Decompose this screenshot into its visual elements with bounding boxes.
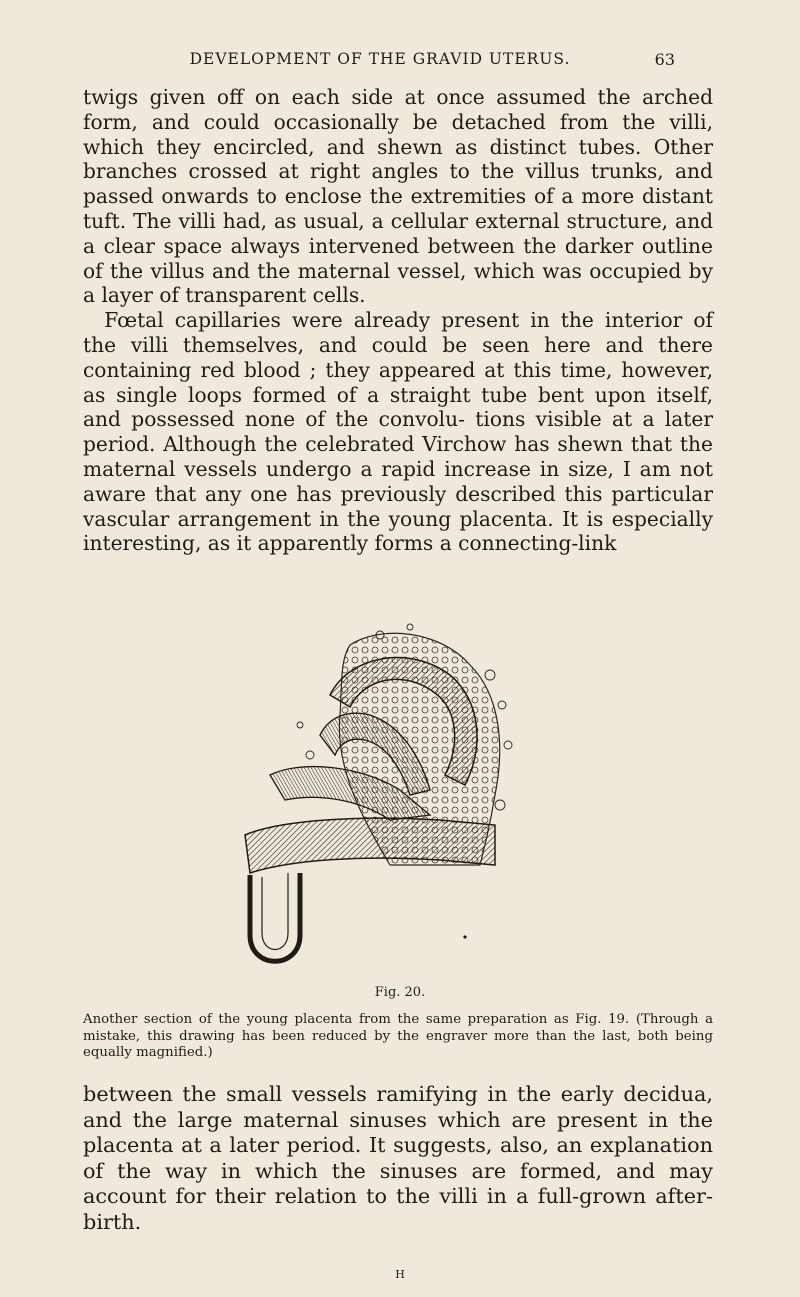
page-number: 63 [654, 50, 675, 69]
figure-caption [83, 1012, 713, 1062]
page-header [95, 50, 675, 76]
body-text-top [83, 85, 713, 556]
body-text-bottom [83, 1082, 713, 1236]
caption-text: Another section of the young placenta from the same preparation as Fig. 19. (Through a mistake, this drawing has been reduced by the engraver more than the last, both being equally magnified.) [83, 1012, 713, 1060]
figure-label: Fig. 20. [374, 985, 426, 1000]
paragraph: between the small vessels ramifying in the early decidua, and the large maternal sinuses which are present in the placenta at a later period. It suggests, also, an explanation of the way in which the sinuses are formed, and may account for their relation to the villi in a full-grown after-birth. [83, 1082, 713, 1234]
placenta-section-illustration [240, 615, 530, 975]
signature-mark: H [395, 1268, 405, 1281]
paragraph: Fœtal capillaries were already present in the interior of the villi themselves, and could be seen here and there containing red blood ; they appeared at this time, however, as single loops formed of a straight tube bent upon itself, and possessed none of the convolu- tions visible at a later period. Although the celebrated Virchow has shewn that the maternal vessels undergo a rapid increase in size, I am not aware that any one has previously described this particular vascular arrangement in the young placenta. It is especially interesting, as it apparently forms a connecting-link [83, 308, 713, 556]
running-title: DEVELOPMENT OF THE GRAVID UTERUS. [189, 50, 571, 68]
paragraph: twigs given off on each side at once assumed the arched form, and could occasionally be detached from the villi, which they encircled, and shewn as distinct tubes. Other branches crossed at right angles to the villus trunks, and passed onwards to enclose the extremities of a more distant tuft. The villi had, as usual, a cellular external structure, and a clear space always intervened between the darker outline of the villus and the maternal vessel, which was occupied by a layer of transparent cells. [83, 85, 713, 308]
